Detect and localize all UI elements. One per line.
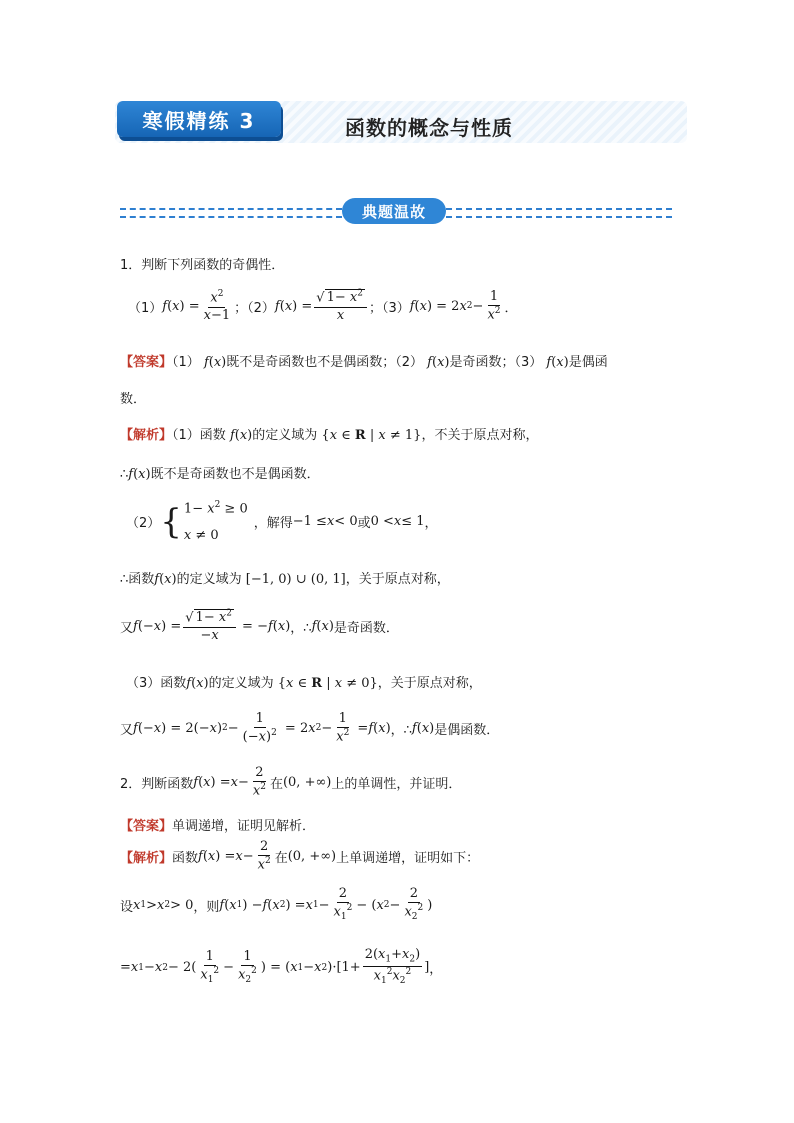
solution-1-line-1: 【解析】（1）函数 f(x)的定义域为 {x ∈ R | x ≠ 1}，不关于原点对称， bbox=[120, 428, 539, 443]
solution-1-line-5: 又 f (− x ) = $\frac{√ 1- x^2}{-x}$ = − f ( x ) ，∴ f ( x ) 是奇函数． bbox=[120, 609, 399, 643]
s1-text: 又 bbox=[120, 722, 134, 738]
q1-label-3: ；（3） bbox=[368, 300, 410, 316]
header-badge: 寒假精练 3 bbox=[117, 101, 281, 137]
s1-text: 又 bbox=[120, 620, 134, 636]
a1-part: 是偶函 bbox=[568, 355, 608, 370]
a1-part: （1） bbox=[172, 355, 200, 370]
q2-text: 在 bbox=[269, 776, 283, 792]
s1-text: ∴函数 bbox=[120, 572, 155, 587]
solution-1-line-7: 又 f (− x ) = 2(− x ) 2 − $\frac{1}{(-x)^2}$ = 2 x 2 − $\frac{1}{x^2}$ = f ( x ) ，∴ f ( x ) 是偶函数． bbox=[120, 711, 500, 745]
s1-text: 是偶函数． bbox=[434, 722, 500, 738]
question-1-stem: 1．判断下列函数的奇偶性． bbox=[120, 258, 285, 273]
answer-1-cont: 数． bbox=[120, 392, 147, 407]
s2-text: 在 bbox=[274, 850, 288, 866]
answer-1: 【答案】（1） f(x)既不是奇函数也不是偶函数；（2） f(x)是奇函数；（3） f(x)是偶函 bbox=[120, 355, 608, 370]
a1-part: 是奇函数；（3） bbox=[449, 355, 543, 370]
solution-2-line-3: = x 1 − x 2 − 2( $\frac{1}{x_1^2}$ − $\frac{1}{x_2^2}$ ) = ( x 1 − x 2 )·[1+ $\frac{2(x_1+x_2)}{x_1^2x_2^2}$ ] ， bbox=[120, 947, 443, 987]
s1-text: ，不关于原点对称， bbox=[421, 428, 539, 443]
s1-text: 是奇函数． bbox=[333, 620, 399, 636]
solution-1-line-3: （2） { $1- x^2 \ge 0$ x ≠ 0 ，解得 −1 ≤ x < 0 或 0 < x ≤ 1 ， bbox=[126, 500, 438, 544]
a1-part: 既不是奇函数也不是偶函数；（2） bbox=[226, 355, 424, 370]
s1-text: 的定义域为 bbox=[208, 676, 274, 691]
s1-text: 的定义域为 bbox=[252, 428, 318, 443]
page-title: 函数的概念与性质 bbox=[345, 116, 513, 140]
s1-text: （1）函数 bbox=[172, 428, 226, 443]
a2-text: 单调递增，证明见解析． bbox=[172, 819, 316, 834]
answer-2 bbox=[120, 815, 315, 834]
divider-right bbox=[446, 208, 672, 218]
s1-text: ∴ bbox=[120, 467, 129, 482]
s1-text: ，关于原点对称， bbox=[345, 572, 450, 587]
s1-text: ， bbox=[424, 516, 438, 532]
question-1-parts: （1） f ( x ) = $\frac{x^2}{x-1}$ ；（2） f ( x ) = $\frac{√ 1- x^2}{x}$ ；（3） f ( x ) = 2 x 2 − $\frac{1}{x^2}$ ． bbox=[128, 289, 518, 323]
s1-text: 既不是奇函数也不是偶函数． bbox=[150, 467, 320, 482]
answer-tag: 【答案】 bbox=[120, 355, 173, 370]
s1-text: ，∴ bbox=[390, 722, 412, 738]
s1-text: ，解得 bbox=[253, 516, 293, 532]
s2-text: 上单调递增，证明如下： bbox=[336, 850, 480, 866]
s2-text: 函数 bbox=[172, 850, 199, 866]
solution-2-line-2: 设 x 1 > x 2 > 0 ，则 f ( x 1 ) − f ( x 2 ) = x 1 − $\frac{2}{x_1^2}$ − ( x 2 − $\frac{2}{x_2^2}$ ) bbox=[120, 886, 433, 923]
solution-2-line-1: 【解析】 函数 f ( x ) = x − $\frac{2}{x^2}$ 在 (0, +∞) 上单调递增，证明如下： bbox=[120, 839, 480, 873]
divider-left bbox=[120, 208, 342, 218]
s2-text: 设 bbox=[120, 899, 134, 915]
solution-tag: 【解析】 bbox=[120, 850, 173, 866]
s1-text: 的定义域为 bbox=[176, 572, 242, 587]
s2-text: ， bbox=[429, 962, 443, 978]
solution-1-line-6: （3）函数f(x)的定义域为 {x ∈ R | x ≠ 0}，关于原点对称， bbox=[126, 676, 482, 691]
s1-text: （2） bbox=[126, 516, 161, 532]
solution-1-line-4: ∴函数f(x)的定义域为 [−1, 0) ∪ (0, 1]，关于原点对称， bbox=[120, 572, 450, 587]
question-2-stem: 2．判断函数 f ( x ) = x − $\frac{2}{x^2}$ 在 (0, +∞) 上的单调性，并证明． bbox=[120, 765, 462, 799]
q1-label-1: （1） bbox=[128, 300, 163, 316]
s1-text: ，关于原点对称， bbox=[377, 676, 482, 691]
s2-text: ，则 bbox=[193, 899, 220, 915]
answer-tag: 【答案】 bbox=[120, 819, 173, 834]
q1-end: ． bbox=[504, 300, 518, 316]
s1-text: ，∴ bbox=[290, 620, 312, 636]
s1-text: （3）函数 bbox=[126, 676, 187, 691]
q2-text: 上的单调性，并证明． bbox=[331, 776, 462, 792]
section-badge: 典题温故 bbox=[342, 198, 446, 224]
solution-1-line-2: ∴f(x)既不是奇函数也不是偶函数． bbox=[120, 467, 320, 482]
s1-text: 或 bbox=[357, 516, 371, 532]
q1-label-2: ；（2） bbox=[234, 300, 275, 316]
q2-text: 2．判断函数 bbox=[120, 776, 194, 792]
solution-tag: 【解析】 bbox=[120, 428, 173, 443]
